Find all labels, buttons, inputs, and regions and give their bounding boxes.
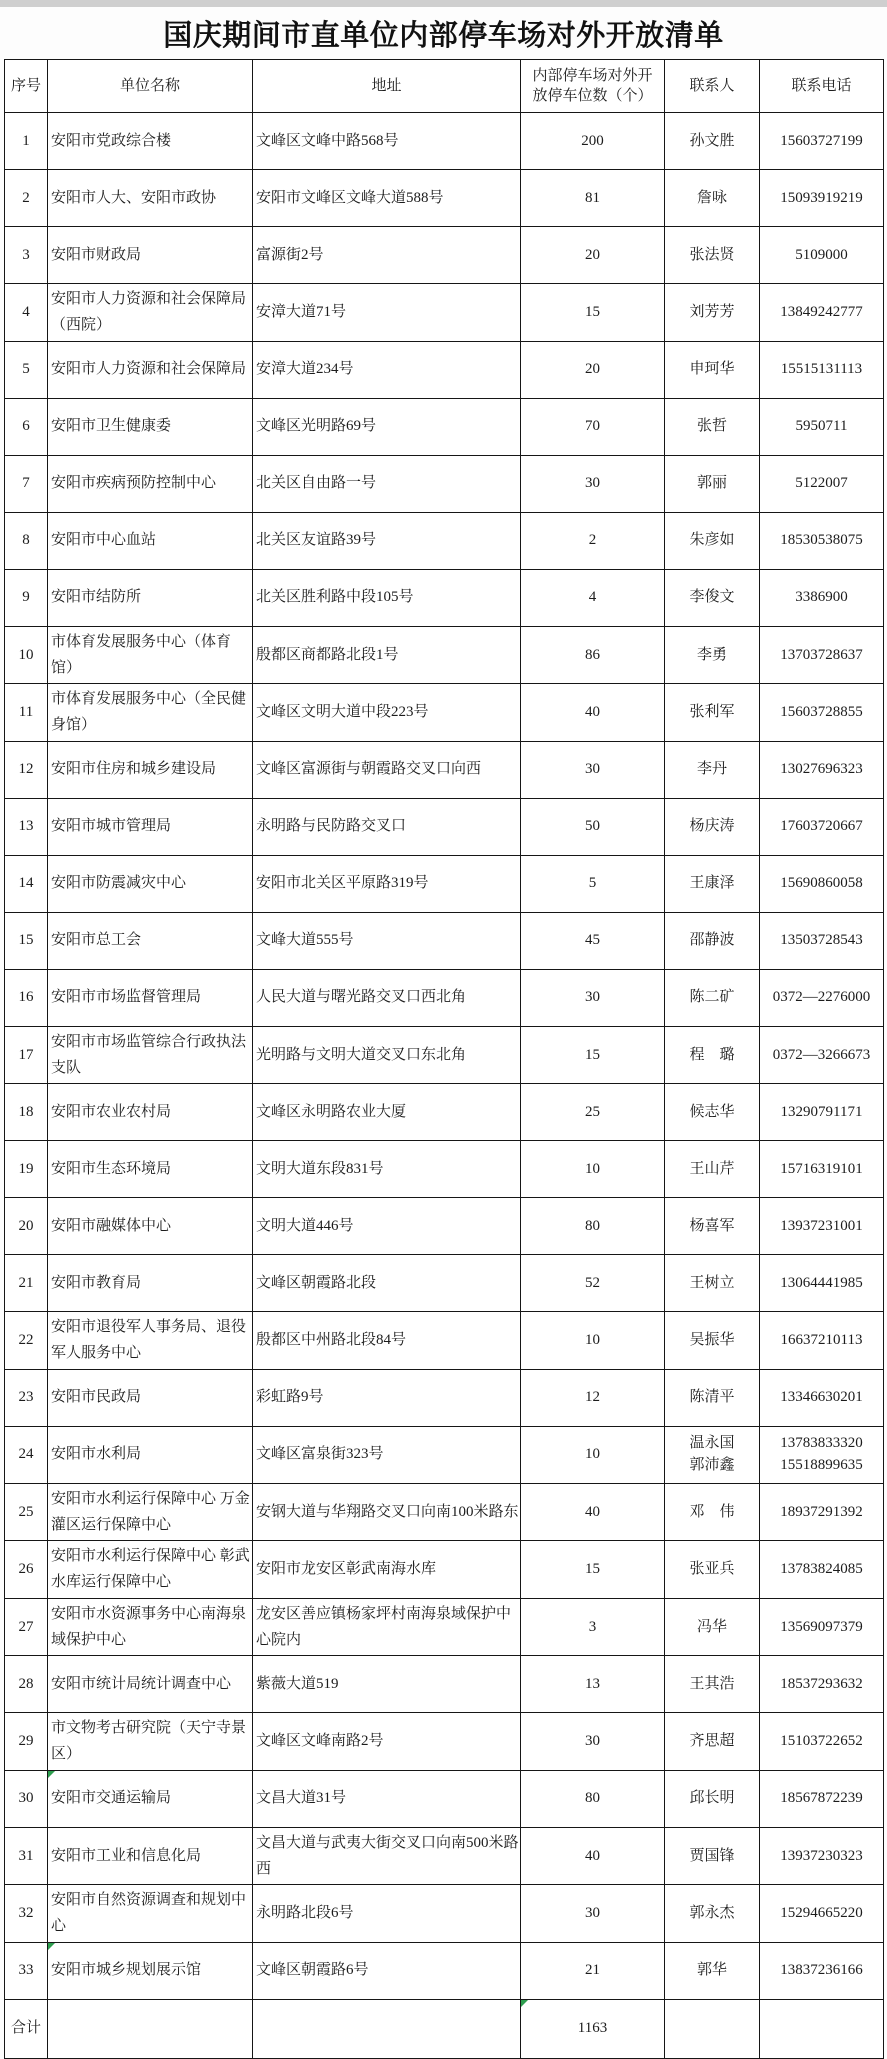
cell-unit-name: 安阳市财政局 — [48, 227, 253, 284]
cell-unit-name: 安阳市防震减灾中心 — [48, 855, 253, 912]
table-row — [5, 1312, 884, 1370]
cell-unit-name: 安阳市融媒体中心 — [48, 1198, 253, 1255]
cell-address: 龙安区善应镇杨家坪村南海泉域保护中心院内 — [253, 1598, 521, 1656]
table-row — [5, 1026, 884, 1084]
cell-seq: 23 — [5, 1369, 48, 1426]
total-row — [5, 1999, 884, 2058]
cell-address: 殷都区商都路北段1号 — [253, 626, 521, 684]
cell-seq: 29 — [5, 1713, 48, 1771]
cell-address: 文峰区光明路69号 — [253, 398, 521, 455]
total-label: 合计 — [5, 1999, 48, 2058]
cell-phone: 15103722652 — [760, 1713, 884, 1771]
cell-open-spaces: 15 — [521, 1026, 665, 1084]
cell-phone: 3386900 — [760, 569, 884, 626]
cell-open-spaces: 4 — [521, 569, 665, 626]
cell-address: 北关区自由路一号 — [253, 455, 521, 512]
cell-seq: 10 — [5, 626, 48, 684]
cell-open-spaces: 10 — [521, 1426, 665, 1483]
cell-seq: 25 — [5, 1483, 48, 1541]
cell-phone: 13837236166 — [760, 1942, 884, 1999]
cell-address: 安阳市龙安区彰武南海水库 — [253, 1541, 521, 1599]
cell-open-spaces: 21 — [521, 1942, 665, 1999]
table-row — [5, 912, 884, 969]
cell-unit-name: 安阳市统计局统计调查中心 — [48, 1656, 253, 1713]
cell-open-spaces: 5 — [521, 855, 665, 912]
cell-unit-name: 安阳市交通运输局 — [48, 1770, 253, 1827]
cell-open-spaces: 13 — [521, 1656, 665, 1713]
cell-phone: 15603727199 — [760, 113, 884, 170]
cell-unit-name: 安阳市人力资源和社会保障局（西院） — [48, 284, 253, 342]
cell-seq: 27 — [5, 1598, 48, 1656]
cell-phone: 13783824085 — [760, 1541, 884, 1599]
cell-unit-name: 市体育发展服务中心（体育馆） — [48, 626, 253, 684]
table-row — [5, 1084, 884, 1141]
table-row — [5, 1770, 884, 1827]
cell-unit-name: 安阳市城市管理局 — [48, 798, 253, 855]
cell-address: 人民大道与曙光路交叉口西北角 — [253, 969, 521, 1026]
cell-unit-name: 安阳市民政局 — [48, 1369, 253, 1426]
cell-unit-name: 安阳市农业农村局 — [48, 1084, 253, 1141]
table-footer — [5, 1999, 884, 2058]
cell-open-spaces: 80 — [521, 1770, 665, 1827]
cell-contact: 陈二矿 — [665, 969, 760, 1026]
cell-address: 永明路北段6号 — [253, 1885, 521, 1943]
cell-unit-name: 安阳市城乡规划展示馆 — [48, 1942, 253, 1999]
cell-contact: 王其浩 — [665, 1656, 760, 1713]
table-body — [5, 113, 884, 2000]
cell-address: 文峰区文峰中路568号 — [253, 113, 521, 170]
cell-phone: 13703728637 — [760, 626, 884, 684]
cell-address: 文昌大道31号 — [253, 1770, 521, 1827]
header-unit-name: 单位名称 — [48, 60, 253, 113]
cell-open-spaces: 10 — [521, 1141, 665, 1198]
table-row — [5, 1713, 884, 1771]
cell-address: 光明路与文明大道交叉口东北角 — [253, 1026, 521, 1084]
cell-address: 北关区胜利路中段105号 — [253, 569, 521, 626]
cell-address: 文昌大道与武夷大街交叉口向南500米路西 — [253, 1827, 521, 1885]
cell-open-spaces: 30 — [521, 969, 665, 1026]
cell-address: 安钢大道与华翔路交叉口向南100米路东 — [253, 1483, 521, 1541]
table-row — [5, 1483, 884, 1541]
total-empty-address — [253, 1999, 521, 2058]
cell-contact: 候志华 — [665, 1084, 760, 1141]
cell-address: 富源街2号 — [253, 227, 521, 284]
cell-contact: 李丹 — [665, 741, 760, 798]
cell-contact: 张亚兵 — [665, 1541, 760, 1599]
cell-seq: 18 — [5, 1084, 48, 1141]
cell-phone: 13783833320 15518899635 — [760, 1426, 884, 1483]
cell-phone: 13569097379 — [760, 1598, 884, 1656]
total-open-spaces: 1163 — [521, 1999, 665, 2058]
cell-address: 文峰区永明路农业大厦 — [253, 1084, 521, 1141]
cell-open-spaces: 200 — [521, 113, 665, 170]
cell-address: 殷都区中州路北段84号 — [253, 1312, 521, 1370]
cell-address: 安阳市文峰区文峰大道588号 — [253, 170, 521, 227]
cell-unit-name: 安阳市水利运行保障中心 彰武水库运行保障中心 — [48, 1541, 253, 1599]
table-row — [5, 1198, 884, 1255]
cell-seq: 5 — [5, 341, 48, 398]
cell-address: 文明大道东段831号 — [253, 1141, 521, 1198]
cell-seq: 13 — [5, 798, 48, 855]
cell-open-spaces: 2 — [521, 512, 665, 569]
cell-seq: 26 — [5, 1541, 48, 1599]
page-title: 国庆期间市直单位内部停车场对外开放清单 — [163, 20, 724, 52]
cell-seq: 16 — [5, 969, 48, 1026]
cell-seq: 19 — [5, 1141, 48, 1198]
cell-seq: 8 — [5, 512, 48, 569]
cell-unit-name: 安阳市教育局 — [48, 1255, 253, 1312]
cell-unit-name: 安阳市人力资源和社会保障局 — [48, 341, 253, 398]
cell-address: 文峰区富泉街323号 — [253, 1426, 521, 1483]
cell-contact: 李俊文 — [665, 569, 760, 626]
cell-address: 安漳大道234号 — [253, 341, 521, 398]
table-row — [5, 1656, 884, 1713]
header-contact: 联系人 — [665, 60, 760, 113]
cell-phone: 0372—3266673 — [760, 1026, 884, 1084]
cell-unit-name: 市体育发展服务中心（全民健身馆） — [48, 684, 253, 742]
cell-seq: 24 — [5, 1426, 48, 1483]
cell-open-spaces: 80 — [521, 1198, 665, 1255]
table-row — [5, 1942, 884, 1999]
cell-contact: 邵静波 — [665, 912, 760, 969]
cell-address: 文峰区朝霞路6号 — [253, 1942, 521, 1999]
table-row — [5, 1369, 884, 1426]
header-seq: 序号 — [5, 60, 48, 113]
table-row — [5, 398, 884, 455]
cell-contact: 郭永杰 — [665, 1885, 760, 1943]
cell-phone: 13937231001 — [760, 1198, 884, 1255]
cell-phone: 15515131113 — [760, 341, 884, 398]
cell-unit-name: 安阳市水资源事务中心南海泉域保护中心 — [48, 1598, 253, 1656]
cell-contact: 冯华 — [665, 1598, 760, 1656]
cell-seq: 32 — [5, 1885, 48, 1943]
table-row — [5, 741, 884, 798]
cell-phone: 15716319101 — [760, 1141, 884, 1198]
cell-seq: 33 — [5, 1942, 48, 1999]
cell-seq: 4 — [5, 284, 48, 342]
cell-open-spaces: 30 — [521, 741, 665, 798]
cell-unit-name: 安阳市疾病预防控制中心 — [48, 455, 253, 512]
table-row — [5, 855, 884, 912]
cell-seq: 2 — [5, 170, 48, 227]
cell-open-spaces: 12 — [521, 1369, 665, 1426]
cell-unit-name: 安阳市工业和信息化局 — [48, 1827, 253, 1885]
cell-contact: 郭丽 — [665, 455, 760, 512]
cell-seq: 1 — [5, 113, 48, 170]
cell-address: 文峰区朝霞路北段 — [253, 1255, 521, 1312]
cell-open-spaces: 10 — [521, 1312, 665, 1370]
table-header — [5, 60, 884, 113]
table-row — [5, 284, 884, 342]
table-row — [5, 1255, 884, 1312]
cell-unit-name: 安阳市党政综合楼 — [48, 113, 253, 170]
cell-address: 文峰大道555号 — [253, 912, 521, 969]
cell-open-spaces: 30 — [521, 1713, 665, 1771]
header-open-spaces: 内部停车场对外开放停车位数（个） — [521, 60, 665, 113]
cell-seq: 6 — [5, 398, 48, 455]
cell-open-spaces: 86 — [521, 626, 665, 684]
table-row — [5, 1541, 884, 1599]
cell-unit-name: 市文物考古研究院（天宁寺景区） — [48, 1713, 253, 1771]
table-row — [5, 455, 884, 512]
cell-unit-name: 安阳市住房和城乡建设局 — [48, 741, 253, 798]
table-row — [5, 341, 884, 398]
table-row — [5, 1827, 884, 1885]
cell-phone: 5950711 — [760, 398, 884, 455]
cell-open-spaces: 70 — [521, 398, 665, 455]
cell-seq: 11 — [5, 684, 48, 742]
cell-unit-name: 安阳市结防所 — [48, 569, 253, 626]
cell-open-spaces: 30 — [521, 1885, 665, 1943]
cell-unit-name: 安阳市总工会 — [48, 912, 253, 969]
cell-contact: 张哲 — [665, 398, 760, 455]
cell-phone: 17603720667 — [760, 798, 884, 855]
cell-seq: 22 — [5, 1312, 48, 1370]
cell-open-spaces: 15 — [521, 284, 665, 342]
cell-phone: 16637210113 — [760, 1312, 884, 1370]
cell-seq: 20 — [5, 1198, 48, 1255]
cell-contact: 杨喜军 — [665, 1198, 760, 1255]
top-strip — [0, 0, 887, 7]
cell-address: 文峰区文明大道中段223号 — [253, 684, 521, 742]
cell-contact: 孙文胜 — [665, 113, 760, 170]
cell-open-spaces: 50 — [521, 798, 665, 855]
cell-open-spaces: 81 — [521, 170, 665, 227]
cell-open-spaces: 30 — [521, 455, 665, 512]
cell-contact: 王康泽 — [665, 855, 760, 912]
cell-phone: 18537293632 — [760, 1656, 884, 1713]
table-row — [5, 113, 884, 170]
table-row — [5, 969, 884, 1026]
header-address: 地址 — [253, 60, 521, 113]
cell-phone: 15294665220 — [760, 1885, 884, 1943]
cell-contact: 王山芹 — [665, 1141, 760, 1198]
cell-phone: 0372—2276000 — [760, 969, 884, 1026]
cell-contact: 朱彦如 — [665, 512, 760, 569]
cell-address: 安漳大道71号 — [253, 284, 521, 342]
cell-seq: 14 — [5, 855, 48, 912]
cell-open-spaces: 40 — [521, 684, 665, 742]
cell-open-spaces: 20 — [521, 227, 665, 284]
cell-open-spaces: 45 — [521, 912, 665, 969]
cell-unit-name: 安阳市自然资源调查和规划中心 — [48, 1885, 253, 1943]
cell-phone: 5122007 — [760, 455, 884, 512]
total-empty-contact — [665, 1999, 760, 2058]
cell-contact: 张法贤 — [665, 227, 760, 284]
cell-contact: 邱长明 — [665, 1770, 760, 1827]
cell-unit-name: 安阳市人大、安阳市政协 — [48, 170, 253, 227]
cell-phone: 13849242777 — [760, 284, 884, 342]
cell-phone: 13937230323 — [760, 1827, 884, 1885]
cell-address: 安阳市北关区平原路319号 — [253, 855, 521, 912]
cell-phone: 5109000 — [760, 227, 884, 284]
table-row — [5, 1598, 884, 1656]
cell-address: 紫薇大道519 — [253, 1656, 521, 1713]
header-row — [5, 60, 884, 113]
parking-open-list-table — [4, 59, 884, 2059]
cell-open-spaces: 20 — [521, 341, 665, 398]
cell-seq: 12 — [5, 741, 48, 798]
table-row — [5, 626, 884, 684]
cell-contact: 申珂华 — [665, 341, 760, 398]
cell-seq: 31 — [5, 1827, 48, 1885]
cell-unit-name: 安阳市卫生健康委 — [48, 398, 253, 455]
cell-unit-name: 安阳市退役军人事务局、退役军人服务中心 — [48, 1312, 253, 1370]
cell-contact: 郭华 — [665, 1942, 760, 1999]
cell-open-spaces: 40 — [521, 1483, 665, 1541]
cell-contact: 陈清平 — [665, 1369, 760, 1426]
cell-open-spaces: 15 — [521, 1541, 665, 1599]
cell-contact: 张利军 — [665, 684, 760, 742]
table-row — [5, 1885, 884, 1943]
table-row — [5, 798, 884, 855]
cell-phone: 13290791171 — [760, 1084, 884, 1141]
cell-contact: 吴振华 — [665, 1312, 760, 1370]
cell-phone: 18530538075 — [760, 512, 884, 569]
table-row — [5, 684, 884, 742]
total-empty-phone — [760, 1999, 884, 2058]
cell-contact: 王树立 — [665, 1255, 760, 1312]
cell-contact: 温永国 郭沛鑫 — [665, 1426, 760, 1483]
cell-address: 文峰区富源街与朝霞路交叉口向西 — [253, 741, 521, 798]
cell-contact: 刘芳芳 — [665, 284, 760, 342]
cell-contact: 齐思超 — [665, 1713, 760, 1771]
cell-phone: 13064441985 — [760, 1255, 884, 1312]
cell-open-spaces: 25 — [521, 1084, 665, 1141]
cell-phone: 15603728855 — [760, 684, 884, 742]
table-row — [5, 1141, 884, 1198]
table-row — [5, 512, 884, 569]
cell-seq: 17 — [5, 1026, 48, 1084]
cell-phone: 15690860058 — [760, 855, 884, 912]
cell-seq: 15 — [5, 912, 48, 969]
cell-open-spaces: 40 — [521, 1827, 665, 1885]
cell-address: 文峰区文峰南路2号 — [253, 1713, 521, 1771]
cell-contact: 邓 伟 — [665, 1483, 760, 1541]
table-row — [5, 227, 884, 284]
table-row — [5, 1426, 884, 1483]
header-phone: 联系电话 — [760, 60, 884, 113]
cell-address: 彩虹路9号 — [253, 1369, 521, 1426]
cell-address: 北关区友谊路39号 — [253, 512, 521, 569]
cell-contact: 贾国锋 — [665, 1827, 760, 1885]
cell-address: 文明大道446号 — [253, 1198, 521, 1255]
cell-contact: 詹咏 — [665, 170, 760, 227]
cell-seq: 30 — [5, 1770, 48, 1827]
cell-contact: 程 璐 — [665, 1026, 760, 1084]
cell-unit-name: 安阳市水利局 — [48, 1426, 253, 1483]
cell-contact: 杨庆涛 — [665, 798, 760, 855]
cell-phone: 13027696323 — [760, 741, 884, 798]
cell-unit-name: 安阳市市场监督管理局 — [48, 969, 253, 1026]
cell-phone: 13503728543 — [760, 912, 884, 969]
cell-address: 永明路与民防路交叉口 — [253, 798, 521, 855]
cell-open-spaces: 3 — [521, 1598, 665, 1656]
cell-phone: 18567872239 — [760, 1770, 884, 1827]
cell-open-spaces: 52 — [521, 1255, 665, 1312]
cell-unit-name: 安阳市水利运行保障中心 万金灌区运行保障中心 — [48, 1483, 253, 1541]
cell-phone: 15093919219 — [760, 170, 884, 227]
cell-seq: 28 — [5, 1656, 48, 1713]
table-row — [5, 170, 884, 227]
cell-phone: 18937291392 — [760, 1483, 884, 1541]
cell-unit-name: 安阳市生态环境局 — [48, 1141, 253, 1198]
cell-unit-name: 安阳市市场监管综合行政执法支队 — [48, 1026, 253, 1084]
cell-seq: 9 — [5, 569, 48, 626]
cell-phone: 13346630201 — [760, 1369, 884, 1426]
total-empty-name — [48, 1999, 253, 2058]
cell-seq: 7 — [5, 455, 48, 512]
cell-seq: 3 — [5, 227, 48, 284]
cell-contact: 李勇 — [665, 626, 760, 684]
cell-unit-name: 安阳市中心血站 — [48, 512, 253, 569]
table-row — [5, 569, 884, 626]
cell-seq: 21 — [5, 1255, 48, 1312]
